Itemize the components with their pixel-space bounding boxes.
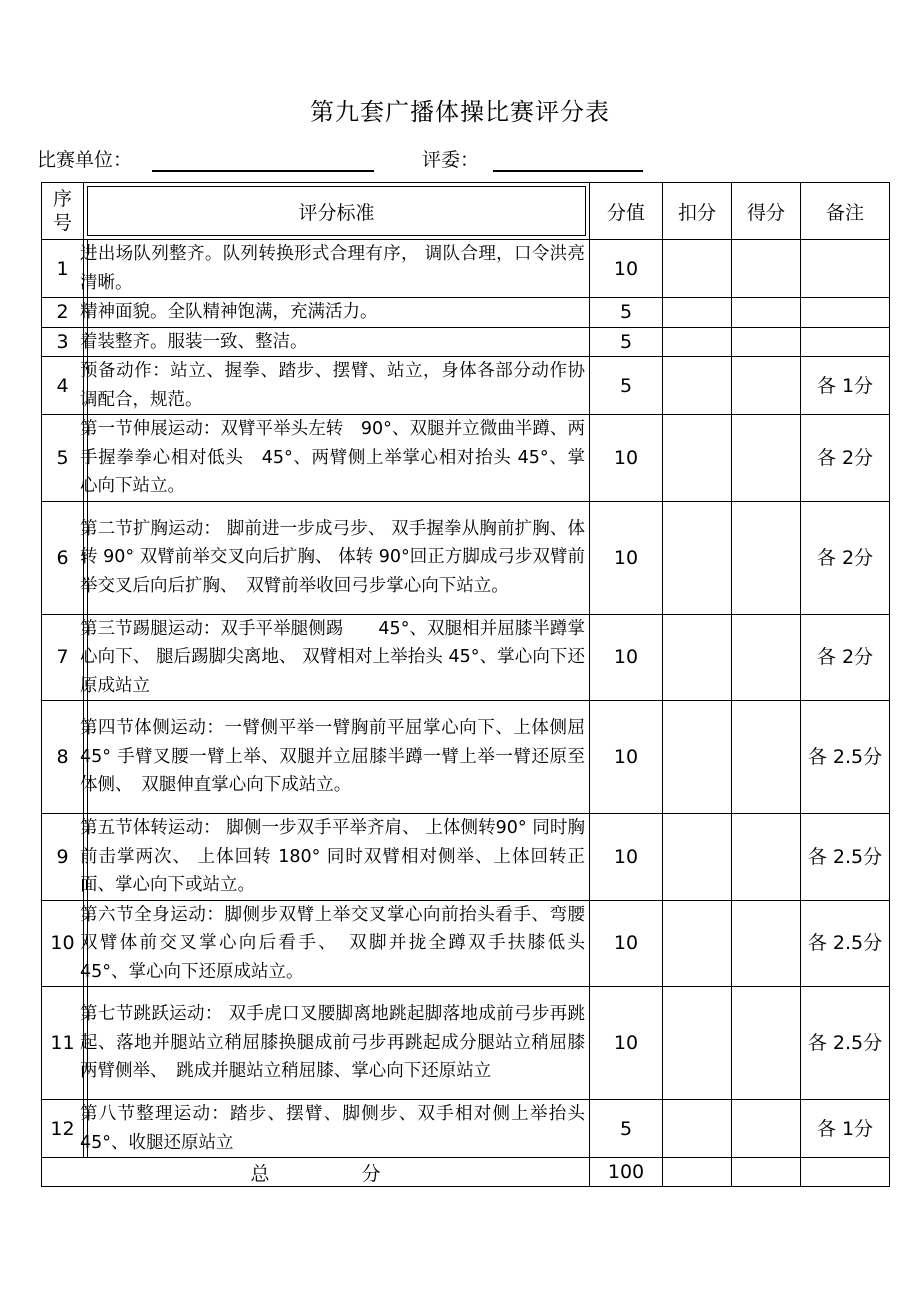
row-score-cell[interactable] xyxy=(732,501,801,614)
standard-text: 第七节跳跃运动： 双手虎口叉腰脚离地跳起脚落地成前弓步再跳起、落地并腿站立稍屈膝换腿成前弓步再跳起成分腿站立稍屈膝两臂侧举、 跳成并腿站立稍屈膝、掌心向下还原站立 xyxy=(80,1004,585,1082)
row-no: 6 xyxy=(42,501,84,614)
row-no: 2 xyxy=(42,298,84,328)
row-note: 各 2.5分 xyxy=(801,701,890,814)
row-score-cell[interactable] xyxy=(732,298,801,328)
table-row xyxy=(42,987,890,1100)
row-value: 5 xyxy=(590,357,663,415)
row-no: 1 xyxy=(42,240,84,298)
row-value: 10 xyxy=(590,415,663,502)
standard-text: 第八节整理运动：踏步、摆臂、脚侧步、双手相对侧上举抬头 45°、收腿还原站立 xyxy=(80,1104,585,1153)
row-note: 各 2分 xyxy=(801,415,890,502)
row-no: 8 xyxy=(42,701,84,814)
form-meta xyxy=(37,145,643,172)
row-value: 5 xyxy=(590,298,663,328)
standard-text: 第五节体转运动： 脚侧一步双手平举齐肩、 上体侧转90° 同时胸前击掌两次、 上体回转 180° 同时双臂相对侧举、上体回转正面、掌心向下或站立。 xyxy=(80,818,585,895)
standard-text: 预备动作：站立、握拳、踏步、摆臂、站立，身体各部分动作协调配合，规范。 xyxy=(80,361,585,410)
row-deduct-cell[interactable] xyxy=(663,240,732,298)
row-standard xyxy=(80,240,590,298)
row-deduct-cell[interactable] xyxy=(663,1100,732,1158)
standard-text: 第六节全身运动：脚侧步双臂上举交叉掌心向前抬头看手、弯腰双臂体前交叉掌心向后看手、 双脚并拢全蹲双手扶膝低头 45°、掌心向下还原成站立。 xyxy=(80,904,603,982)
row-value: 5 xyxy=(590,327,663,357)
row-no: 12 xyxy=(42,1100,84,1158)
row-note: 各 2分 xyxy=(801,614,890,701)
row-deduct-cell[interactable] xyxy=(663,987,732,1100)
row-no: 11 xyxy=(42,987,84,1100)
row-score-cell[interactable] xyxy=(732,987,801,1100)
table-row xyxy=(42,501,890,614)
row-standard xyxy=(80,415,590,502)
row-no: 3 xyxy=(42,327,84,357)
row-no: 5 xyxy=(42,415,84,502)
header-note: 备注 xyxy=(801,183,890,240)
row-standard xyxy=(80,327,590,357)
row-standard xyxy=(80,900,603,987)
row-no: 10 xyxy=(42,900,84,987)
row-no: 4 xyxy=(42,357,84,415)
row-score-cell[interactable] xyxy=(732,357,801,415)
row-value: 10 xyxy=(590,814,663,901)
header-no: 序 号 xyxy=(42,183,84,240)
row-no: 7 xyxy=(42,614,84,701)
row-value: 10 xyxy=(590,240,663,298)
total-label: 总 分 xyxy=(42,1158,590,1187)
row-score-cell[interactable] xyxy=(732,900,801,987)
row-deduct-cell[interactable] xyxy=(663,415,732,502)
total-note-cell xyxy=(801,1158,890,1187)
row-deduct-cell[interactable] xyxy=(663,357,732,415)
total-deduct-cell[interactable] xyxy=(663,1158,732,1187)
table-row xyxy=(42,357,890,415)
row-score-cell[interactable] xyxy=(732,415,801,502)
row-score-cell[interactable] xyxy=(732,1100,801,1158)
row-value: 10 xyxy=(590,701,663,814)
row-note: 各 2.5分 xyxy=(801,987,890,1100)
row-no: 9 xyxy=(42,814,84,901)
header-score: 得分 xyxy=(732,183,801,240)
row-value: 10 xyxy=(590,501,663,614)
header-row xyxy=(42,183,890,240)
unit-blank[interactable] xyxy=(152,148,374,172)
header-standard: 评分标准 xyxy=(84,183,590,240)
standard-text: 第三节踢腿运动：双手平举腿侧踢 45°、双腿相并屈膝半蹲掌心向下、 腿后踢脚尖离地、 双臂相对上举抬头 45°、掌心向下还原成站立 xyxy=(80,618,585,696)
row-value: 10 xyxy=(590,900,663,987)
row-standard xyxy=(80,357,590,415)
header-value: 分值 xyxy=(590,183,663,240)
total-score-cell[interactable] xyxy=(732,1158,801,1187)
row-deduct-cell[interactable] xyxy=(663,614,732,701)
row-deduct-cell[interactable] xyxy=(663,900,732,987)
standard-text: 精神面貌。全队精神饱满，充满活力。 xyxy=(80,302,378,322)
row-note: 各 2.5分 xyxy=(801,900,890,987)
row-standard xyxy=(80,1100,590,1158)
unit-label: 比赛单位： xyxy=(37,149,133,171)
row-score-cell[interactable] xyxy=(732,814,801,901)
table-row xyxy=(42,814,890,901)
table-row xyxy=(42,614,890,701)
row-score-cell[interactable] xyxy=(732,240,801,298)
header-deduct: 扣分 xyxy=(663,183,732,240)
row-standard xyxy=(80,614,590,701)
row-deduct-cell[interactable] xyxy=(663,501,732,614)
row-value: 10 xyxy=(590,987,663,1100)
row-deduct-cell[interactable] xyxy=(663,814,732,901)
table-row xyxy=(42,298,890,328)
standard-text: 第二节扩胸运动： 脚前进一步成弓步、 双手握拳从胸前扩胸、体转 90° 双臂前举交叉向后扩胸、 体转 90°回正方脚成弓步双臂前举交叉后向后扩胸、 双臂前举收回弓步掌心向下站立。 xyxy=(80,518,585,596)
table-row xyxy=(42,900,890,987)
table-row xyxy=(42,240,890,298)
standard-text: 着装整齐。服装一致、整洁。 xyxy=(80,331,308,352)
total-value: 100 xyxy=(590,1158,663,1187)
total-row xyxy=(42,1158,890,1187)
standard-text: 第一节伸展运动：双臂平举头左转 90°、双腿并立微曲半蹲、两手握拳拳心相对低头 45°、两臂侧上举掌心相对抬头 45°、掌心向下站立。 xyxy=(80,419,585,496)
row-deduct-cell[interactable] xyxy=(663,701,732,814)
table-row xyxy=(42,327,890,357)
page-title: 第九套广播体操比赛评分表 xyxy=(310,98,610,126)
row-standard xyxy=(80,701,603,814)
row-note: 各 1分 xyxy=(801,357,890,415)
standard-text: 进出场队列整齐。队列转换形式合理有序， 调队合理，口令洪亮清晰。 xyxy=(80,244,585,293)
row-score-cell[interactable] xyxy=(732,614,801,701)
standard-text: 第四节体侧运动：一臂侧平举一臂胸前平屈掌心向下、上体侧屈 45° 手臂叉腰一臂上举、双腿并立屈膝半蹲一臂上举一臂还原至体侧、 双腿伸直掌心向下成站立。 xyxy=(80,718,603,796)
table-row xyxy=(42,415,890,502)
row-deduct-cell[interactable] xyxy=(663,298,732,328)
judge-blank[interactable] xyxy=(493,148,643,172)
row-note: 各 2.5分 xyxy=(801,814,890,901)
row-note: 各 2分 xyxy=(801,501,890,614)
row-note xyxy=(801,298,890,328)
table-row xyxy=(42,1100,890,1158)
score-table xyxy=(41,182,890,1187)
row-value: 10 xyxy=(590,614,663,701)
row-standard xyxy=(80,987,590,1100)
row-note xyxy=(801,327,890,357)
row-value: 5 xyxy=(590,1100,663,1158)
row-deduct-cell[interactable] xyxy=(663,327,732,357)
row-standard xyxy=(80,501,590,614)
judge-label: 评委： xyxy=(422,149,480,171)
row-standard xyxy=(80,814,590,901)
table-row xyxy=(42,701,890,814)
row-standard xyxy=(80,298,590,328)
row-note xyxy=(801,240,890,298)
row-note: 各 1分 xyxy=(801,1100,890,1158)
row-score-cell[interactable] xyxy=(732,327,801,357)
row-score-cell[interactable] xyxy=(732,701,801,814)
